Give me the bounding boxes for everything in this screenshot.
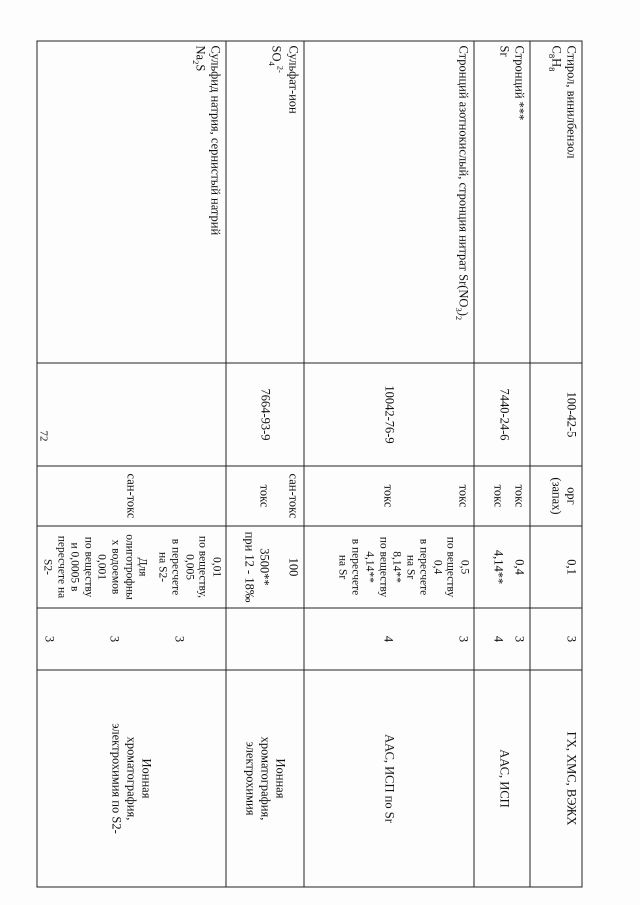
class-cell: 3 xyxy=(530,608,582,670)
substance-name-cell: Стронций азотнокислый, стронция нитрат $Sr(NO_3)_2$ xyxy=(304,41,474,363)
substance-symbol: Sr xyxy=(497,45,512,57)
hazard-cell: орг (запах) xyxy=(530,466,582,526)
hazard-cell: токс токс xyxy=(474,466,530,526)
class-cell: 3 3 3 xyxy=(37,608,226,670)
hazard-cell: сан-токс токс xyxy=(226,466,304,526)
table-row xyxy=(37,41,226,887)
method-cell: Ионная хроматография, электрохимия по S2- xyxy=(37,670,226,887)
class-cell: 3 4 xyxy=(474,608,530,670)
substances-table xyxy=(36,41,582,888)
table-row xyxy=(226,41,304,887)
table-row xyxy=(304,41,474,887)
method-cell: ААС, ИСП xyxy=(474,670,530,887)
page-number: 72 xyxy=(37,430,50,442)
table-row xyxy=(474,41,530,887)
value-cell: 0,4 4,14** xyxy=(474,526,530,608)
hazard-cell: сан-токс xyxy=(37,466,226,526)
substance-formula: $C_8H_8$ xyxy=(547,45,564,72)
value-cell: 0,5 по веществу 0,4 в пересчете на Sr 8,14** по веществу 4,14** в пересчете на Sr xyxy=(304,526,474,608)
substance-formula: $SO_4^{2-}$ xyxy=(267,45,286,73)
class-cell xyxy=(226,608,304,670)
substance-name-cell xyxy=(226,41,304,363)
substance-name-cell xyxy=(530,41,582,363)
substance-name: Стирол, винилбензол xyxy=(564,45,579,159)
class-cell: 3 4 xyxy=(304,608,474,670)
substance-formula: $Na_2S$ xyxy=(191,45,208,72)
cas-cell: 10042-76-9 xyxy=(304,363,474,466)
substance-name: Стронций *** xyxy=(512,45,527,121)
cas-cell: 7664-93-9 xyxy=(226,363,304,466)
substance-name: Сульфид натрия, сернистый натрий xyxy=(208,45,223,236)
table-row xyxy=(530,41,582,887)
substance-name-cell xyxy=(474,41,530,363)
value-cell: 100 3500** при 12 - 18‰ xyxy=(226,526,304,608)
cas-cell: 100-42-5 xyxy=(530,363,582,466)
substance-name: Сульфат-ион xyxy=(286,45,301,114)
rotated-table-sheet xyxy=(37,41,583,887)
value-cell: 0,1 xyxy=(530,526,582,608)
hazard-cell: токс токс xyxy=(304,466,474,526)
method-cell: ААС, ИСП по Sr xyxy=(304,670,474,887)
cas-cell: 7440-24-6 xyxy=(474,363,530,466)
substance-name-cell xyxy=(37,41,226,363)
method-cell: Ионная хроматография, электрохимия xyxy=(226,670,304,887)
cas-cell xyxy=(37,363,226,466)
value-cell: 0,01 по веществу, 0,005 в пересчете на S2- Для олиготрофны х водоемов 0,001 по веществу и 0,0005 в пересчете на S2- xyxy=(37,526,226,608)
method-cell: ГХ, ХМС, ВЭЖХ xyxy=(530,670,582,887)
